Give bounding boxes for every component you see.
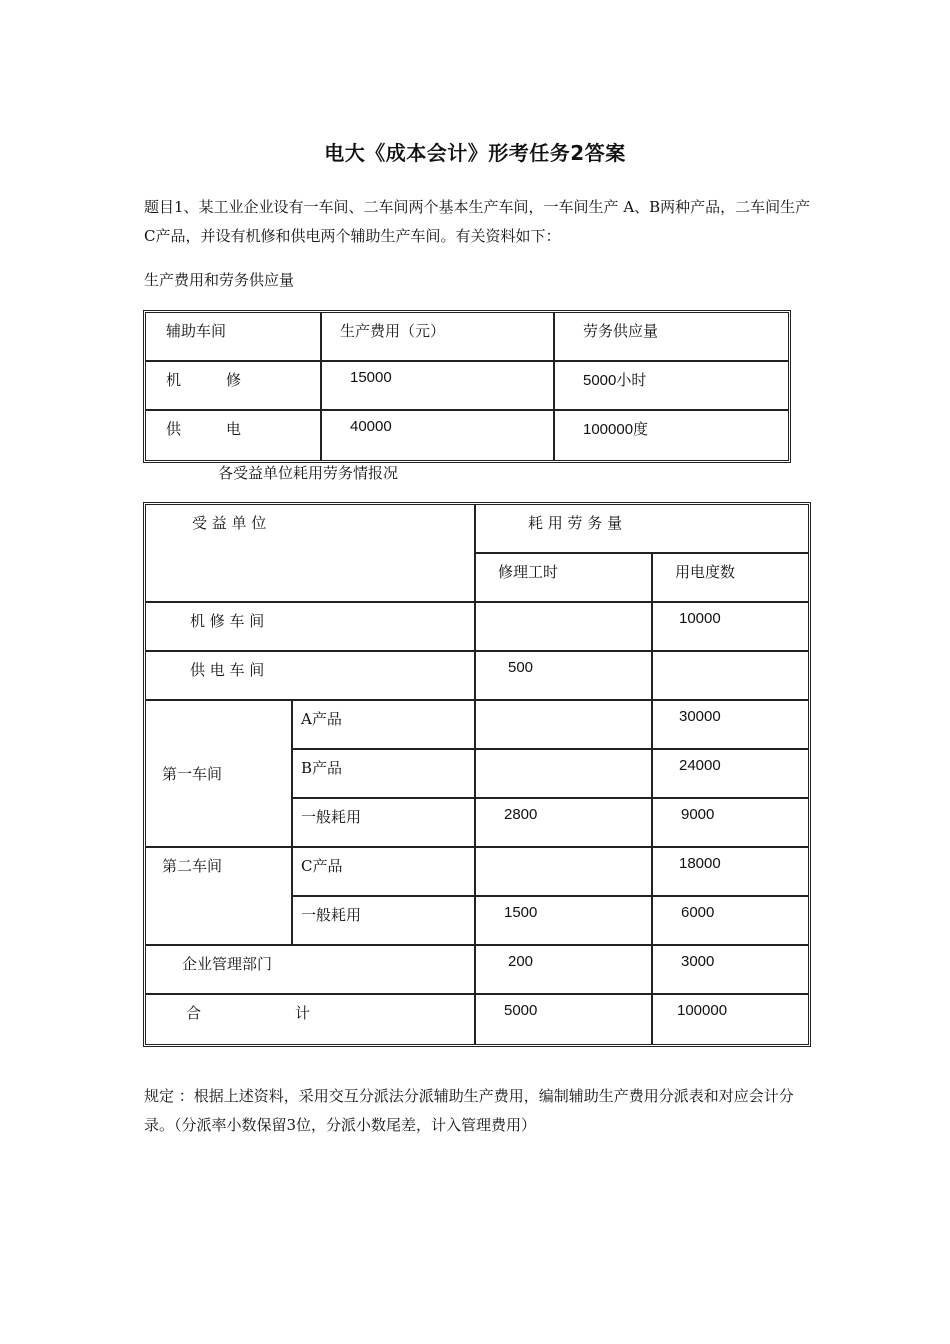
power-total: 100000: [677, 1002, 728, 1019]
header-aux-workshop: 辅助车间: [146, 313, 322, 362]
row-label: 机 修 车 间: [146, 603, 476, 652]
workshop1-label: 第一车间: [146, 701, 293, 848]
item-label: B产品: [293, 750, 476, 799]
hours-value: [476, 750, 653, 799]
hours-total: 5000: [476, 995, 653, 1044]
hours-value: 200: [476, 946, 653, 995]
cost-value: 40000: [322, 411, 555, 460]
row-label: 企业管理部门: [146, 946, 476, 995]
power-value: 30000: [653, 701, 808, 750]
table-row: [146, 652, 808, 701]
cost-value: 15000: [322, 362, 555, 411]
power-value: [653, 652, 808, 701]
requirement-paragraph: 规定 ：根据上述资料，采用交互分派法分派辅助生产费用，编制辅助生产费用分派表和对应会计分录。（分派率小数保留3位，分派小数尾差，计入管理费用）: [144, 1087, 794, 1134]
item-label: A产品: [293, 701, 476, 750]
power-value: 10000: [653, 603, 808, 652]
row-label: 机 修: [146, 362, 322, 411]
table-row: [146, 362, 788, 411]
supply-value: 100000度: [583, 421, 649, 438]
supply-value: 5000小时: [555, 362, 788, 411]
table-row: [146, 946, 808, 995]
power-value: 3000: [653, 946, 808, 995]
header-labor-consumed: 耗 用 劳 务 量: [476, 505, 808, 554]
row-label: 供 电 车 间: [146, 652, 476, 701]
item-label: 一般耗用: [293, 799, 476, 848]
hours-value: 2800: [476, 799, 653, 848]
table-row: [146, 701, 808, 750]
labor-consumption-table: [143, 502, 811, 1047]
table-row: [146, 848, 808, 897]
table1-caption: 生产费用和劳务供应量: [144, 271, 295, 289]
subheader-repair-hours: 修理工时: [476, 554, 653, 603]
power-value: 18000: [653, 848, 808, 897]
table-header-row: [146, 313, 788, 362]
document-title: 电大《成本会计》形考任务2答案: [324, 141, 626, 165]
workshop2-label: 第二车间: [146, 848, 293, 946]
row-label: 供 电: [146, 411, 322, 460]
header-labor-supply: 劳务供应量: [555, 313, 788, 362]
item-label: C产品: [293, 848, 476, 897]
hours-value: [476, 701, 653, 750]
total-label-a: 合: [186, 1004, 202, 1022]
header-production-cost: 生产费用（元）: [322, 313, 555, 362]
table2-caption: 各受益单位耗用劳务情报况: [218, 464, 399, 482]
hours-value: 500: [476, 652, 653, 701]
item-label: 一般耗用: [293, 897, 476, 946]
table-header-row: [146, 505, 808, 554]
header-beneficiary-unit: 受 益 单 位: [146, 505, 476, 603]
cost-supply-table: [143, 310, 791, 463]
total-label: [146, 995, 476, 1044]
power-value: 9000: [653, 799, 808, 848]
hours-value: [476, 848, 653, 897]
intro-paragraph: 题目1、某工业企业设有一车间、二车间两个基本生产车间，一车间生产 A、B两种产品，二车间生产C产品，并设有机修和供电两个辅助生产车间。有关资料如下：: [144, 198, 811, 245]
subheader-power-usage: 用电度数: [653, 554, 808, 603]
hours-value: 1500: [476, 897, 653, 946]
power-value: 6000: [653, 897, 808, 946]
total-label-b: 计: [295, 1004, 311, 1022]
table-row: [146, 411, 788, 460]
power-value: 24000: [653, 750, 808, 799]
table-row: [146, 603, 808, 652]
hours-value: [476, 603, 653, 652]
table-total-row: [146, 995, 808, 1044]
